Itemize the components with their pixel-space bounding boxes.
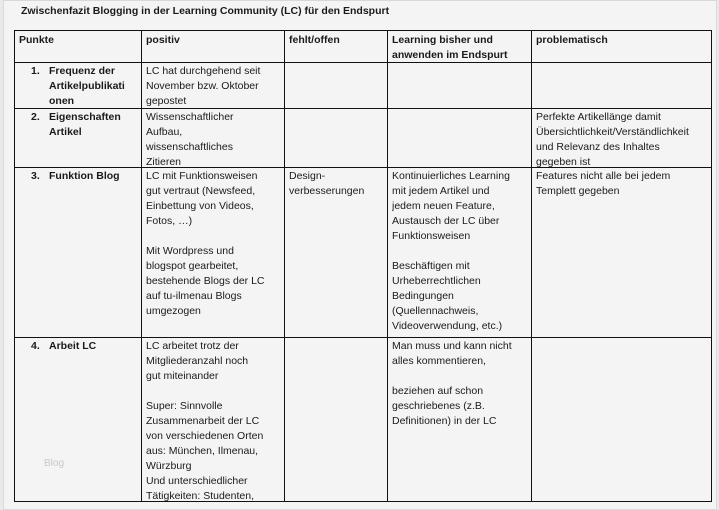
cell-line: LC hat durchgehend seit xyxy=(146,65,261,77)
cell-line: Übersichtlichkeit/Verständlichkeit xyxy=(536,126,689,138)
cell-line: Würzburg xyxy=(146,460,192,472)
cell-line: umgezogen xyxy=(146,305,201,317)
cell-problematisch xyxy=(536,169,708,199)
cell-line: gepostet xyxy=(146,95,187,107)
cell-line: November bzw. Oktober xyxy=(146,80,259,92)
cell-line: Artikel xyxy=(49,126,82,138)
cell-line: Design- xyxy=(289,170,326,182)
cell-line: Und unterschiedlicher xyxy=(146,475,248,487)
cell-line xyxy=(146,229,283,244)
cell-line: wissenschaftliches xyxy=(146,141,233,153)
cell-line: Arbeit LC xyxy=(49,340,97,352)
cell-line: Super: Sinnvolle xyxy=(146,400,223,412)
cell-problematisch xyxy=(536,110,708,170)
cell-line: positiv xyxy=(146,34,180,46)
cell-line: alles kommentieren, xyxy=(392,355,486,367)
cell-line: Funktionsweisen xyxy=(392,230,471,242)
cell-line: Definitionen) in der LC xyxy=(392,415,497,427)
cell-line: gut miteinander xyxy=(146,370,219,382)
cell-line: jedem neuen Feature, xyxy=(392,200,495,212)
cell-line: Tätigkeiten: Studenten, xyxy=(146,490,254,502)
cell-line: Urheberrechtlichen xyxy=(392,275,481,287)
column-divider xyxy=(141,31,142,501)
cell-line: beziehen auf schon xyxy=(392,385,484,397)
cell-line: Wissenschaftlicher xyxy=(146,111,234,123)
cell-line: Beschäftigen mit xyxy=(392,260,470,272)
document-page xyxy=(3,0,717,510)
cell-line: 3. xyxy=(31,170,40,182)
column-divider xyxy=(284,31,285,501)
cell-line: Artikelpublikati xyxy=(49,80,125,92)
cell-line: Man muss und kann nicht xyxy=(392,340,512,352)
cell-line: Features nicht alle bei jedem xyxy=(536,170,671,182)
cell-learning xyxy=(392,339,530,429)
cell-line: geschriebenes (z.B. xyxy=(392,400,485,412)
cell-line: Templett gegeben xyxy=(536,185,620,197)
cell-positiv xyxy=(146,64,283,109)
cell-line: mit jedem Artikel und xyxy=(392,185,490,197)
column-divider xyxy=(387,31,388,501)
cell-line: anwenden im Endspurt xyxy=(392,49,508,61)
cell-positiv xyxy=(146,169,283,319)
cell-line: onen xyxy=(49,95,75,107)
cell-line: Frequenz der xyxy=(49,65,115,77)
watermark: Blog xyxy=(44,458,65,469)
cell-line: Eigenschaften xyxy=(49,111,121,123)
row-number xyxy=(31,169,47,184)
cell-line: und Relevanz des Inhaltes xyxy=(536,141,660,153)
cell-punkte xyxy=(49,169,139,184)
cell-line: Austausch der LC über xyxy=(392,215,500,227)
row-divider xyxy=(15,337,711,338)
cell-line: Kontinuierliches Learning xyxy=(392,170,510,182)
cell-punkte xyxy=(49,110,139,140)
cell-line xyxy=(392,369,530,384)
cell-line: Mit Wordpress und xyxy=(146,245,234,257)
cell-line: LC mit Funktionsweisen xyxy=(146,170,258,182)
document-title: Zwischenfazit Blogging in der Learning Community (LC) für den Endspurt xyxy=(21,5,390,17)
cell-line: fehlt/offen xyxy=(289,34,340,46)
cell-line: bestehende Blogs der LC xyxy=(146,275,265,287)
cell-punkte xyxy=(49,339,139,354)
summary-table xyxy=(14,30,712,502)
header-fehlt xyxy=(289,33,386,48)
cell-line: Perfekte Artikellänge damit xyxy=(536,111,661,123)
cell-line: blogspot gearbeitet, xyxy=(146,260,239,272)
cell-line xyxy=(146,384,283,399)
cell-line: Mitgliederanzahl noch xyxy=(146,355,249,367)
header-problematisch xyxy=(536,33,708,48)
cell-line: gegeben ist xyxy=(536,156,591,168)
cell-learning xyxy=(392,169,530,334)
cell-line: Learning bisher und xyxy=(392,34,493,46)
cell-line: auf tu-ilmenau Blogs xyxy=(146,290,242,302)
cell-positiv xyxy=(146,110,283,170)
cell-line: Aufbau, xyxy=(146,126,183,138)
cell-line: 2. xyxy=(31,111,40,123)
cell-line: Zusammenarbeit der LC xyxy=(146,415,260,427)
row-divider xyxy=(15,62,711,63)
cell-line: Fotos, …) xyxy=(146,215,193,227)
cell-line: Funktion Blog xyxy=(49,170,120,182)
cell-line: 1. xyxy=(31,65,40,77)
header-learning xyxy=(392,33,530,63)
cell-line: 4. xyxy=(31,340,40,352)
cell-line: von verschiedenen Orten xyxy=(146,430,264,442)
column-divider xyxy=(531,31,532,501)
cell-positiv xyxy=(146,339,283,504)
cell-line: verbesserungen xyxy=(289,185,365,197)
cell-line: Zitieren xyxy=(146,156,182,168)
cell-line: gut vertraut (Newsfeed, xyxy=(146,185,256,197)
cell-line: Bedingungen xyxy=(392,290,454,302)
cell-punkte xyxy=(49,64,139,109)
cell-line xyxy=(392,244,530,259)
cell-fehlt-offen xyxy=(289,169,386,199)
cell-line: LC arbeitet trotz der xyxy=(146,340,239,352)
cell-line: Einbettung von Videos, xyxy=(146,200,254,212)
row-number xyxy=(31,339,47,354)
cell-line: aus: München, Ilmenau, xyxy=(146,445,259,457)
header-punkte xyxy=(19,33,137,48)
header-positiv xyxy=(146,33,283,48)
cell-line: (Quellennachweis, xyxy=(392,305,479,317)
cell-line: problematisch xyxy=(536,34,608,46)
cell-line: Videoverwendung, etc.) xyxy=(392,320,503,332)
row-number xyxy=(31,110,47,125)
row-number xyxy=(31,64,47,79)
cell-line: Punkte xyxy=(19,34,55,46)
